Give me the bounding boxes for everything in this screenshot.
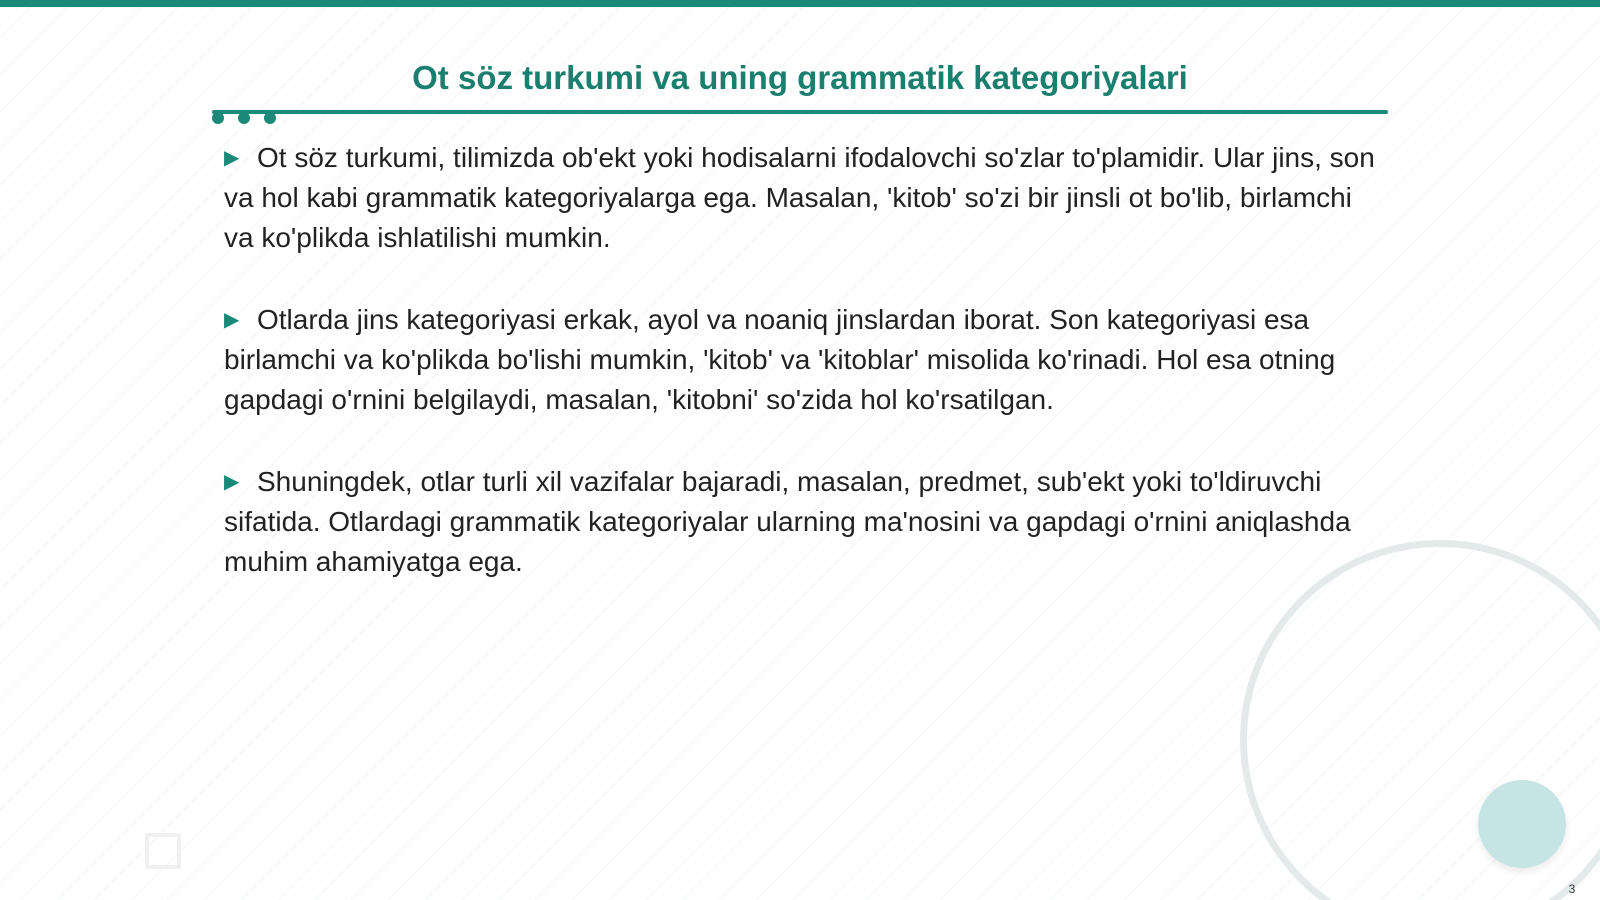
slide-title: Ot söz turkumi va uning grammatik kategoriyalari [412, 59, 1188, 96]
bullet-item [224, 138, 1382, 258]
decorative-dot [238, 112, 250, 124]
decorative-dot [264, 112, 276, 124]
bullet-list [224, 138, 1382, 624]
triangle-bullet-icon: ▶ [224, 309, 240, 331]
decorative-dot [212, 112, 224, 124]
bullet-text: Otlarda jins kategoriyasi erkak, ayol va noaniq jinslardan iborat. Son kategoriyasi esa birlamchi va ko'plikda bo'lishi mumkin, 'kitob' va 'kitoblar' misolida ko'rinadi. Hol esa otning gapdagi o'rnini belgilaydi, masalan, 'kitobni' so'zida hol ko'rsatilgan. [224, 304, 1336, 415]
bullet-item [224, 462, 1382, 582]
decorative-circle [1478, 780, 1566, 868]
bullet-item [224, 300, 1382, 420]
triangle-bullet-icon: ▶ [224, 147, 240, 169]
bullet-text: Ot söz turkumi, tilimizda ob'ekt yoki hodisalarni ifodalovchi so'zlar to'plamidir. Ular jins, son va hol kabi grammatik kategoriyalarga ega. Masalan, 'kitob' so'zi bir jinsli ot bo'lib, birlamchi va ko'plikda ishlatilishi mumkin. [224, 142, 1375, 253]
bullet-text: Shuningdek, otlar turli xil vazifalar bajaradi, masalan, predmet, sub'ekt yoki to'ldiruvchi sifatida. Otlardagi grammatik kategoriyalar ularning ma'nosini va gapdagi o'rnini aniqlashda muhim ahamiyatga ega. [224, 466, 1351, 577]
top-accent-bar [0, 0, 1600, 7]
decorative-square [145, 833, 181, 869]
triangle-bullet-icon: ▶ [224, 471, 240, 493]
page-number: 3 [1568, 882, 1576, 896]
title-underline [212, 110, 1388, 114]
